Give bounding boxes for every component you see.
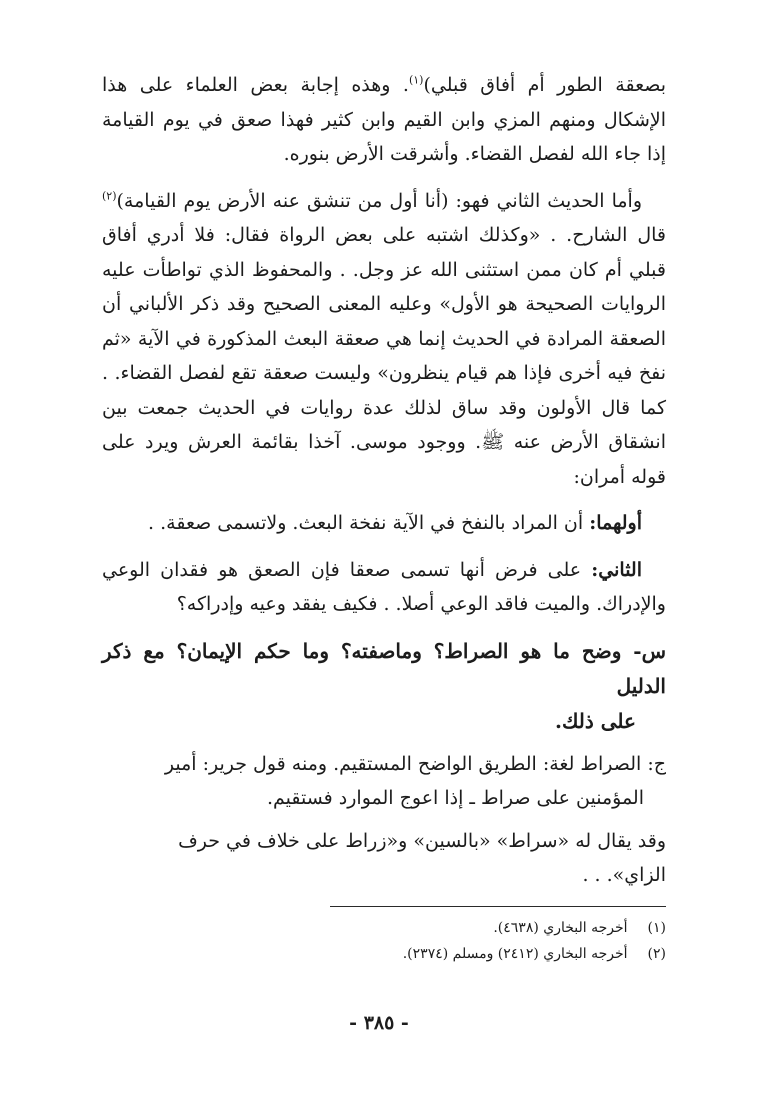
answer-line-1: ج: الصراط لغة: الطريق الواضح المستقيم. ومنه قول جرير: أمير [164,752,666,775]
paragraph-2-text-start: وأما الحديث الثاني فهو: (أنا أول من تنشق عنه الأرض يوم القيامة) [116,189,642,212]
paragraph-2 [102,184,666,495]
footnote-2-number: (٢) [647,946,666,962]
first-objection-lead: أولهما: [589,512,642,534]
footnote-ref-2: (٢) [102,189,117,203]
question-line-1: س- وضح ما هو الصراط؟ وماصفته؟ وما حكم الإيمان؟ مع ذكر الدليل [102,638,666,698]
paragraph-second-objection [102,553,666,622]
paragraph-1 [102,68,666,172]
question-heading [102,634,666,739]
footnote-2 [102,941,666,967]
page-number: - ٣٨٥ - [349,1012,409,1034]
footnote-1 [102,915,666,941]
footnote-1-text: أخرجه البخاري (٤٦٣٨). [493,920,628,936]
closing-paragraph [102,824,666,893]
footnote-divider [330,906,666,907]
answer-line-2: المؤمنين على صراط ـ إذا اعوج الموارد فستقيم. [266,787,644,809]
second-objection-text: على فرض أنها تسمى صعقا فإن الصعق هو فقدان الوعي والإدراك. والميت فاقد الوعي أصلا. . فكيف يفقد وعيه وإدراكه؟ [102,558,666,615]
second-objection-lead: الثاني: [591,558,642,581]
paragraph-1-text-end: . وهذه إجابة بعض العلماء على هذا الإشكال ومنهم المزي وابن القيم وابن كثير فهذا صعق في يوم القيامة إذا جاء الله لفصل القضاء. وأشرقت الأرض بنوره. [102,74,666,165]
closing-line-1: وقد يقال له «سراط» «بالسين» و«زراط على خلاف في حرف [178,829,666,852]
paragraph-1-text-start: بصعقة الطور أم أفاق قبلي) [423,74,666,96]
closing-line-2: الزاي». . . [582,864,666,886]
footnote-2-text: أخرجه البخاري (٢٤١٢) ومسلم (٢٣٧٤). [402,946,628,962]
paragraph-2-text-end: قال الشارح. . «وكذلك اشتبه على بعض الرواة فقال: فلا أدري أفاق قبلي أم كان ممن استثنى الله عز وجل. . والمحفوظ الذي تواطأت عليه الروايات الصحيحة هو الأول» وعليه المعنى الصحيح وقد ذكر الألباني أن الصعقة المرادة في الحديث إنما هي صعقة البعث المذكورة في الآية «ثم نفخ فيه أخرى فإذا هم قيام ينظرون» وليست صعقة تقع لفصل القضاء. . كما قال الأولون وقد ساق لذلك عدة روايات في الحديث جمعت بين انشقاق الأرض عنه ﷺ. ووجود موسى. آخذا بقائمة العرش ويرد على قوله أمران: [102,224,666,488]
footnote-ref-1: (١) [408,73,424,87]
paragraph-first-objection [102,506,666,541]
question-line-2: على ذلك. [554,708,636,733]
answer-paragraph [102,747,666,816]
footnote-1-number: (١) [647,920,666,936]
first-objection-text: أن المراد بالنفخ في الآية نفخة البعث. ولاتسمى صعقة. . [148,512,590,534]
footnotes [102,915,666,967]
